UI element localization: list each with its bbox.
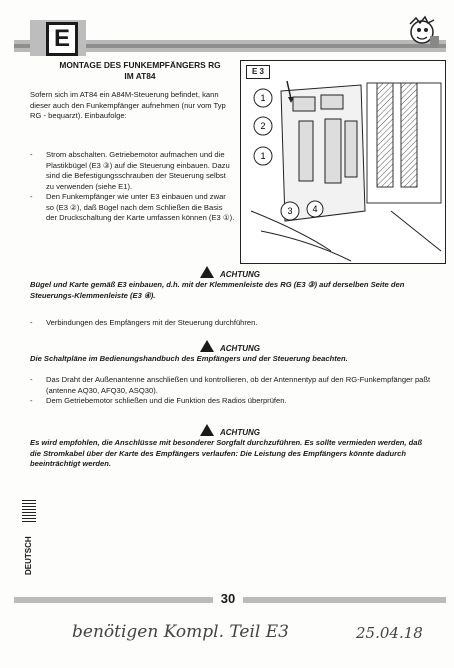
section-badge: E [46,22,78,56]
callout-label: 1 [260,93,266,103]
language-label: DEUTSCH [24,536,33,576]
mascot-icon [400,14,440,50]
handwritten-date: 25.04.18 [356,624,423,642]
bullet-list [30,375,435,407]
callout-label: 1 [260,151,266,161]
list-item: - Verbindungen des Empfängers mit der Steuerung durchführen. [30,318,430,329]
callout-label: 2 [260,121,266,131]
warning-icon [200,340,214,352]
side-marker [22,500,36,522]
warning-text: Es wird empfohlen, die Anschlüsse mit besonderer Sorgfalt durchzuführen. Es sollte vermieden werden, daß die Stromkabel über der Karte des Empfängers verlaufen: Die Leistung des Empfängers könnte dadurch beeinträchtigt werden. [30,438,423,468]
steps-list [30,150,235,224]
callout-label: 3 [287,206,293,216]
figure-callouts-bottom [278,198,328,224]
section-title [30,60,250,82]
page-number: 30 [213,590,243,608]
warning-text: Die Schaltpläne im Bedienungshandbuch des Empfängers und der Steuerung beachten. [30,354,348,363]
callout-label: 4 [312,204,318,214]
warning-heading: ACHTUNG [30,340,430,355]
list-item: - Den Funkempfänger wie unter E3 einbauen und zwar so (E3 ②), daß Bügel nach dem Schließen die Basis der Druckschaltung der Karte umfassen können (E3 ①). [30,192,235,224]
intro-paragraph: Sofern sich im AT84 ein A84M-Steuerung befindet, kann dieser auch den Funkempfänger aufnehmen (nur vom Typ RG - bequarzt). Einbaufolge: [30,90,226,120]
warning-text: Bügel und Karte gemäß E3 einbauen, d.h. mit der Klemmenleiste des RG (E3 ③) auf derselben Seite den Steuerungs-Klemmenleiste (E3 ④). [30,280,405,300]
bullet-list [30,318,430,329]
title-line-2: IM AT84 [124,71,156,81]
list-item: - Das Draht der Außenantenne anschließen und kontrollieren, ob der Antennentyp auf den RG-Funkempfänger paßt (antenne AQ30, AFQ30, ASQ30). [30,375,435,396]
handwritten-note: benötigen Kompl. Teil E3 [72,622,289,642]
list-item: - Dem Getriebemotor schließen und die Funktion des Radios überprüfen. [30,396,435,407]
list-item: - Strom abschalten. Getriebemotor aufmachen und die Plastikbügel (E3 ③) auf die Steuerung einbauen. Dazu sind die Befestigungsschrauben der Steuerung selbst zu verwenden (siehe E1). [30,150,235,192]
warning-icon [200,266,214,278]
warning-heading: ACHTUNG [30,266,430,281]
warning-heading: ACHTUNG [30,424,430,439]
figure-label: E 3 [246,65,270,79]
warning-icon [200,424,214,436]
title-line-1: MONTAGE DES FUNKEMPFÄNGERS RG [59,60,221,70]
